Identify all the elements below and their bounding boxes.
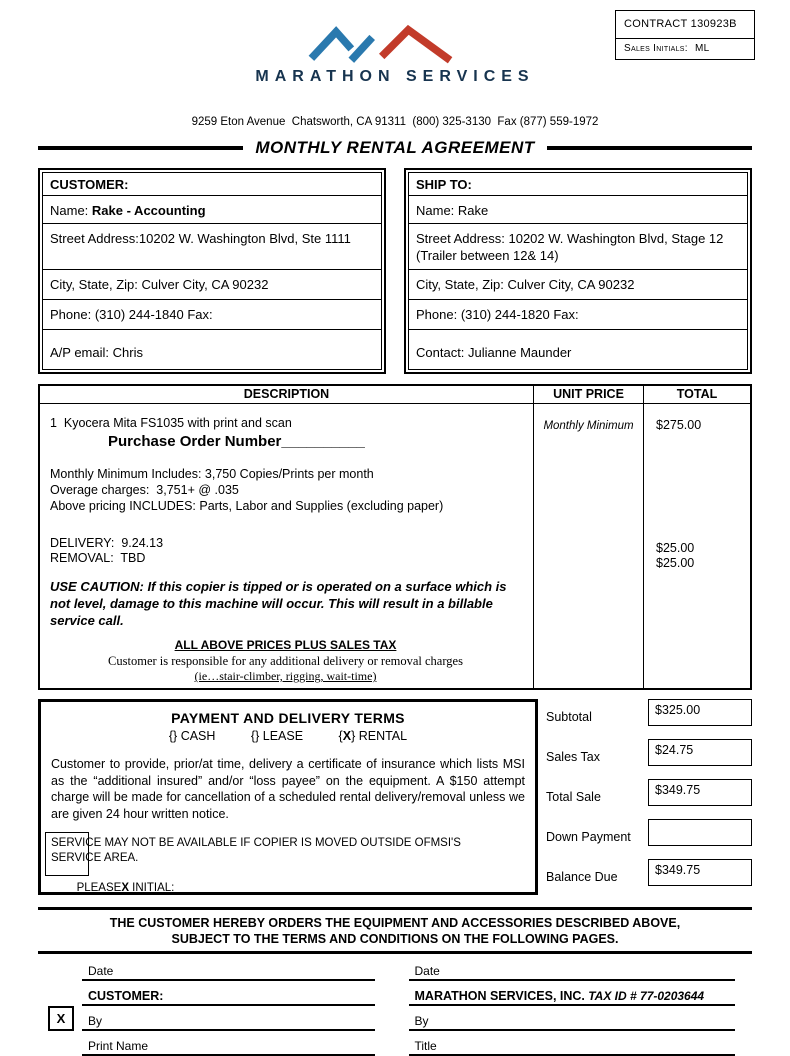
monthly-minimum-amount: $275.00 (656, 418, 702, 432)
sales-initials (616, 39, 754, 59)
company-by-line[interactable]: By (409, 1006, 736, 1031)
balance-due-value: $349.75 (648, 859, 752, 886)
sales-tax-row (546, 739, 752, 766)
initial-box[interactable] (45, 832, 89, 876)
company-line[interactable]: MARATHON SERVICES, INC. TAX ID # 77-0203644 (409, 981, 736, 1006)
sales-tax-value: $24.75 (648, 739, 752, 766)
contract-number: CONTRACT 130923B (616, 11, 754, 39)
subtotal-row (546, 699, 752, 726)
extra-charges-note: Customer is responsible for any additional delivery or removal charges (108, 654, 463, 668)
ship-to-heading: SHIP TO: (409, 173, 747, 196)
company-signature-column (409, 956, 736, 1056)
customer-city-state-zip: City, State, Zip: Culver City, CA 90232 (43, 270, 381, 300)
payment-section (38, 699, 752, 895)
parties-section (38, 168, 752, 374)
tax-id: TAX ID # 77-0203644 (588, 989, 705, 1003)
company-date-line[interactable]: Date (409, 956, 736, 981)
brand-name: MARATHON SERVICES (255, 68, 535, 85)
line-item: 1 Kyocera Mita FS1035 with print and scan (50, 416, 292, 430)
customer-phone-fax: Phone: (310) 244-1840 Fax: (43, 300, 381, 330)
sign-here-x-box: X (48, 1006, 74, 1031)
document-title-row (38, 138, 752, 158)
customer-heading: CUSTOMER: (43, 173, 381, 196)
sales-initials-value: ML (694, 43, 710, 54)
total-sale-label: Total Sale (546, 790, 601, 804)
customer-ap-email: A/P email: Chris (50, 345, 143, 360)
use-caution-note: USE CAUTION: If this copier is tipped or is operated on a surface which is not level, damage to this machine will occur. This will result in a billable service call. (50, 579, 507, 628)
down-payment-row (546, 819, 752, 846)
ship-to-phone-fax: Phone: (310) 244-1820 Fax: (409, 300, 747, 330)
plus-sales-tax-note: ALL ABOVE PRICES PLUS SALES TAX (174, 638, 397, 652)
totals-column (538, 699, 752, 895)
minimum-includes-note: Monthly Minimum Includes: 3,750 Copies/Prints per month (50, 467, 374, 481)
payment-terms-heading: PAYMENT AND DELIVERY TERMS (171, 710, 405, 726)
balance-due-row (546, 859, 752, 886)
subtotal-value: $325.00 (648, 699, 752, 726)
subtotal-label: Subtotal (546, 710, 592, 724)
total-sale-row (546, 779, 752, 806)
customer-by-line[interactable]: By (82, 1006, 375, 1031)
customer-name: Name: Rake - Accounting (43, 196, 381, 224)
footer-rule-bottom (38, 951, 752, 954)
pricing-includes-note: Above pricing INCLUDES: Parts, Labor and Supplies (excluding paper) (50, 499, 444, 513)
sales-tax-label: Sales Tax (546, 750, 600, 764)
removal-fee-amount: $25.00 (656, 556, 695, 570)
col-header-total: TOTAL (643, 386, 750, 403)
ship-to-city-state-zip: City, State, Zip: Culver City, CA 90232 (409, 270, 747, 300)
sales-initials-label: Sales Initials: (624, 43, 688, 54)
description-cell (40, 404, 533, 688)
title-rule-right (547, 146, 752, 150)
title-rule-left (38, 146, 243, 150)
insurance-paragraph: Customer to provide, prior/at time, delivery a certificate of insurance which lists MSI as the “additional insured” and/or “loss payee” on the equipment. A $150 attempt charge will be made for cancellation of a scheduled rental delivery/removal unless we are given 24 hour written notice. (51, 757, 525, 821)
option-lease: {} LEASE (250, 729, 304, 743)
company-address: 9259 Eton Avenue Chatsworth, CA 91311 (800) 325-3130 Fax (877) 559-1972 (191, 116, 599, 128)
total-sale-value: $349.75 (648, 779, 752, 806)
total-cell (643, 404, 750, 688)
option-rental: {X} RENTAL (338, 729, 408, 743)
company-title-line[interactable]: Title (409, 1031, 736, 1056)
customer-line[interactable]: CUSTOMER: (82, 981, 375, 1006)
customer-signature-column (48, 956, 375, 1056)
col-header-unit-price: UNIT PRICE (533, 386, 643, 403)
customer-print-name-line[interactable]: Print Name (82, 1031, 375, 1056)
service-area-note: SERVICE MAY NOT BE AVAILABLE IF COPIER IS MOVED OUTSIDE OFMSI'S SERVICE AREA. (51, 837, 461, 864)
items-table-body (40, 404, 750, 688)
option-cash: {} CASH (168, 729, 216, 743)
down-payment-value[interactable] (648, 819, 752, 846)
purchase-order-line: Purchase Order Number__________ (108, 433, 365, 450)
items-table (38, 384, 752, 690)
removal-date: REMOVAL: TBD (50, 551, 146, 565)
balance-due-label: Balance Due (546, 870, 618, 884)
unit-price-note: Monthly Minimum (543, 420, 634, 432)
payment-options (51, 729, 525, 743)
order-statement: THE CUSTOMER HEREBY ORDERS THE EQUIPMENT AND ACCESSORIES DESCRIBED ABOVE, SUBJECT TO THE TERMS AND CONDITIONS ON THE FOLLOWING PAGES. (109, 916, 681, 946)
payment-terms-box (38, 699, 538, 895)
ship-to-box (404, 168, 752, 374)
customer-street: Street Address:10202 W. Washington Blvd, Ste 1111 (43, 224, 381, 270)
overage-charges-note: Overage charges: 3,751+ @ .035 (50, 483, 239, 497)
ship-to-contact: Contact: Julianne Maunder (416, 345, 572, 360)
ship-to-name: Name: Rake (409, 196, 747, 224)
delivery-fee-amount: $25.00 (656, 541, 695, 555)
col-header-description: DESCRIPTION (243, 387, 330, 401)
down-payment-label: Down Payment (546, 830, 631, 844)
initial-line: PLEASEX INITIAL:______________ (76, 882, 264, 894)
unit-price-cell (533, 404, 643, 688)
customer-box (38, 168, 386, 374)
delivery-date: DELIVERY: 9.24.13 (50, 536, 164, 550)
extra-charges-examples: (ie…stair-climber, rigging, wait-time) (194, 669, 377, 683)
page-title: MONTHLY RENTAL AGREEMENT (255, 138, 535, 157)
signature-section (48, 956, 735, 1056)
customer-date-line[interactable]: Date (82, 956, 375, 981)
marathon-logo-icon (300, 26, 490, 66)
contract-info-box (615, 10, 755, 60)
items-table-header (40, 386, 750, 404)
ship-to-street: Street Address: 10202 W. Washington Blvd, Stage 12 (Trailer between 12& 14) (409, 224, 747, 270)
